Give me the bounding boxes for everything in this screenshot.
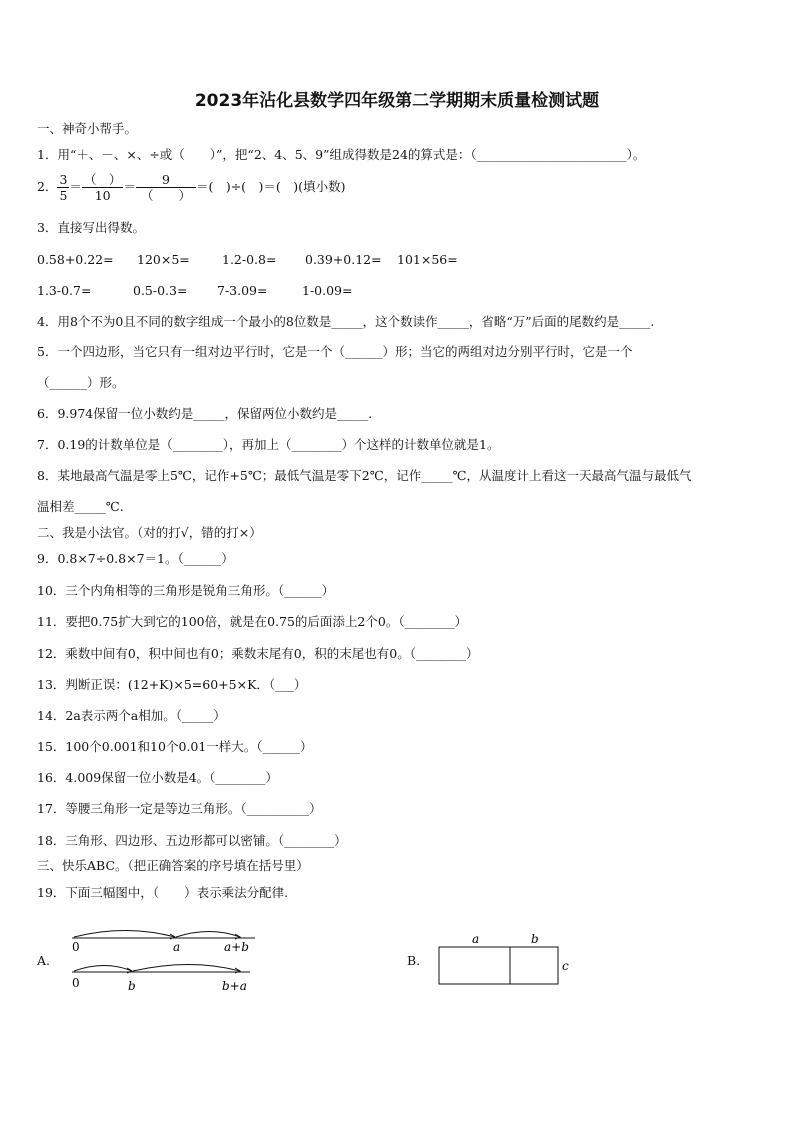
question-6: 6．9.974保留一位小数约是_____，保留两位小数约是_____. <box>37 406 373 421</box>
label-a: a <box>173 940 181 954</box>
label-zero: 0 <box>72 940 80 954</box>
arc-a <box>74 931 175 938</box>
fraction-3-5: $\frac{3}{5}$ <box>59 172 68 203</box>
question-10: 10．三个内角相等的三角形是锐角三角形。（______） <box>37 583 335 598</box>
rectangle <box>439 947 558 984</box>
label-a-plus-b: a+b <box>224 940 249 954</box>
calc-item: 101×56= <box>397 252 458 267</box>
page-title: 2023年沾化县数学四年级第二学期期末质量检测试题 <box>194 91 600 111</box>
fraction-9-blank: $\frac{9}{( )}$ <box>136 172 196 203</box>
question-11: 11．要把0.75扩大到它的100倍，就是在0.75的后面添上2个0。（________） <box>37 614 468 629</box>
question-4: 4．用8个不为0且不同的数字组成一个最小的8位数是_____，这个数读作_____，省略“万”后面的尾数约是_____. <box>37 314 655 329</box>
question-7: 7．0.19的计数单位是（________），再加上（________）个这样的计数单位就是1。 <box>37 437 500 452</box>
arc-b <box>74 966 132 972</box>
calc-item: 7-3.09= <box>217 283 268 298</box>
equals-sign: ＝ <box>123 179 136 194</box>
label-b-plus-a: b+a <box>222 979 247 993</box>
calc-item: 0.58+0.22= <box>37 252 114 267</box>
question-12: 12．乘数中间有0，积中间也有0；乘数末尾有0，积的末尾也有0。（________） <box>37 646 479 661</box>
section-3-heading: 三、快乐ABC。（把正确答案的序号填在括号里） <box>37 858 309 873</box>
calc-item: 1.2-0.8= <box>222 252 277 267</box>
question-16: 16．4.009保留一位小数是4。（________） <box>37 770 278 785</box>
fraction-blank-10: $\frac{( )}{10}$ <box>83 172 122 203</box>
question-3: 3．直接写出得数。 <box>37 220 145 235</box>
section-1-heading: 一、神奇小帮手。 <box>37 121 138 136</box>
label-b: b <box>128 979 136 993</box>
question-13: 13．判断正误：(12+K)×5=60+5×K．（___） <box>37 677 307 692</box>
label-zero: 0 <box>72 976 80 990</box>
calc-item: 1-0.09= <box>302 283 353 298</box>
label-c: c <box>562 959 569 973</box>
question-2-number: 2． <box>37 179 58 194</box>
question-8-line-2: 温相差_____℃. <box>37 499 124 514</box>
question-2 <box>37 172 345 203</box>
option-a-label: A. <box>37 953 51 968</box>
question-5-line-2: （______）形。 <box>37 375 125 390</box>
arc-a <box>133 965 240 972</box>
equals-sign: ＝ <box>69 179 82 194</box>
calc-item: 120×5= <box>137 252 190 267</box>
option-a-number-lines <box>60 920 280 1000</box>
question-8-line-1: 8．某地最高气温是零上5℃，记作+5℃；最低气温是零下2℃，记作_____℃，从温度计上看这一天最高气温与最低气 <box>37 468 692 483</box>
option-b-label: B. <box>407 953 421 968</box>
question-17: 17．等腰三角形一定是等边三角形。（__________） <box>37 801 322 816</box>
option-b-rectangle-diagram <box>430 928 580 990</box>
question-1: 1．用“＋、－、×、÷或（ ）”，把“2、4、5、9”组成得数是24的算式是：（________________________）。 <box>37 147 646 162</box>
question-5-line-1: 5．一个四边形，当它只有一组对边平行时，它是一个（______）形；当它的两组对边分别平行时，它是一个 <box>37 344 633 359</box>
label-b: b <box>531 932 539 946</box>
question-9: 9．0.8×7÷0.8×7＝1。（______） <box>37 551 234 566</box>
label-a: a <box>472 932 480 946</box>
question-18: 18．三角形、四边形、五边形都可以密铺。（________） <box>37 833 347 848</box>
calc-item: 1.3-0.7= <box>37 283 92 298</box>
calc-item: 0.5-0.3= <box>133 283 188 298</box>
arc-b <box>176 932 240 938</box>
calc-item: 0.39+0.12= <box>305 252 382 267</box>
question-14: 14．2a表示两个a相加。（_____） <box>37 708 226 723</box>
question-15: 15．100个0.001和10个0.01一样大。（______） <box>37 739 313 754</box>
question-19: 19．下面三幅图中，（ ）表示乘法分配律. <box>37 885 289 900</box>
question-2-tail: ＝( )÷( )＝( )(填小数) <box>195 179 346 194</box>
section-2-heading: 二、我是小法官。（对的打√，错的打×） <box>37 525 262 540</box>
